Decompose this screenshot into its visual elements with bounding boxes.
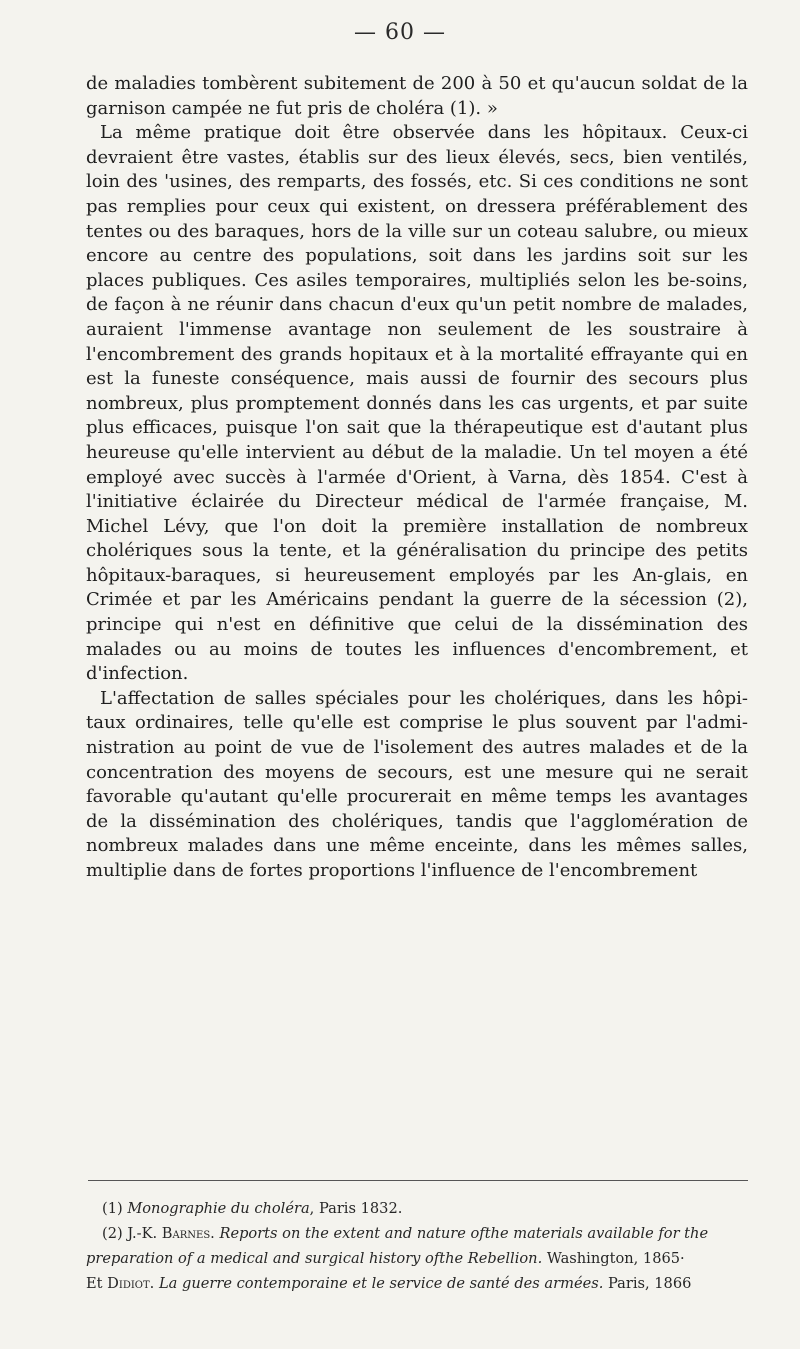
footnote-marker: (2) — [102, 1225, 123, 1242]
footnote-author: J.-K. Barnes. — [127, 1225, 215, 1242]
footnotes — [86, 1196, 748, 1296]
main-text — [86, 72, 748, 884]
footnote-marker: (1) — [102, 1200, 123, 1217]
footnote-1 — [86, 1196, 748, 1221]
footnote-details: Washington, 1865· — [542, 1250, 685, 1267]
footnote-title: La guerre contemporaine et le service de santé des armées. — [158, 1275, 604, 1292]
footnote-details: Paris, 1866 — [603, 1275, 692, 1292]
footnote-separator — [88, 1180, 748, 1181]
footnote-2 — [86, 1221, 748, 1271]
footnote-3 — [86, 1271, 748, 1296]
paragraph: de maladies tombèrent subitement de 200 à 50 et qu'aucun soldat de la garnison campée ne fut pris de choléra (1). » — [86, 73, 748, 119]
footnote-details: , Paris 1832. — [309, 1200, 403, 1217]
page-number: — 60 — — [354, 20, 446, 45]
footnote-author: Didiot. — [107, 1275, 155, 1292]
paragraph: L'affectation de salles spéciales pour les cholériques, dans les hôpi-taux ordinaires, telle qu'elle est comprise le plus souvent par l'admi-nistration au point de vue de l'isolement des autres malades et de la concentration des moyens de secours, est une mesure qui ne serait favorable qu'autant qu'elle procurerait en même temps les avantages de la dissémination des cholériques, tandis que l'agglomération de nombreux malades dans une même enceinte, dans les mêmes salles, multiplie dans de fortes proportions l'influence de l'encombrement — [86, 687, 748, 881]
footnote-title: Reports on the extent and nature ofthe materials available for the preparation of a medical and surgical history ofthe Rebellion. — [86, 1225, 709, 1267]
paragraph: La même pratique doit être observée dans les hôpitaux. Ceux-ci devraient être vastes, établis sur des lieux élevés, secs, bien ventilés, loin des 'usines, des remparts, des fossés, etc. Si ces conditions ne sont pas remplies pour ceux qui existent, on dressera préférablement des tentes ou des baraques, hors de la ville sur un coteau salubre, ou mieux encore au centre des populations, soit dans les jardins soit sur les places publiques. Ces asiles temporaires, multipliés selon les be-soins, de façon à ne réunir dans chacun d'eux qu'un petit nombre de malades, auraient l'immense avantage non seulement de les soustraire à l'encombrement des grands hopitaux et à la mortalité effrayante qui en est la funeste conséquence, mais aussi de fournir des secours plus nombreux, plus promptement donnés dans les cas urgents, et par suite plus efficaces, puisque l'on sait que la thérapeutique est d'autant plus heureuse qu'elle intervient au début de la maladie. Un tel moyen a été employé avec succès à l'armée d'Orient, à Varna, dès 1854. C'est à l'initiative éclairée du Directeur médical de l'armée française, M. Michel Lévy, que l'on doit la première installation de nombreux cholériques sous la tente, et la généralisation du principe des petits hôpitaux-baraques, si heureusement employés par les An-glais, en Crimée et par les Américains pendant la guerre de la sécession (2), principe qui n'est en définitive que celui de la dissémination des malades ou au moins de toutes les influences d'encombrement, et d'infection. — [86, 122, 748, 685]
footnote-title: Monographie du choléra — [127, 1200, 310, 1217]
footnote-lead: Et — [86, 1275, 108, 1292]
